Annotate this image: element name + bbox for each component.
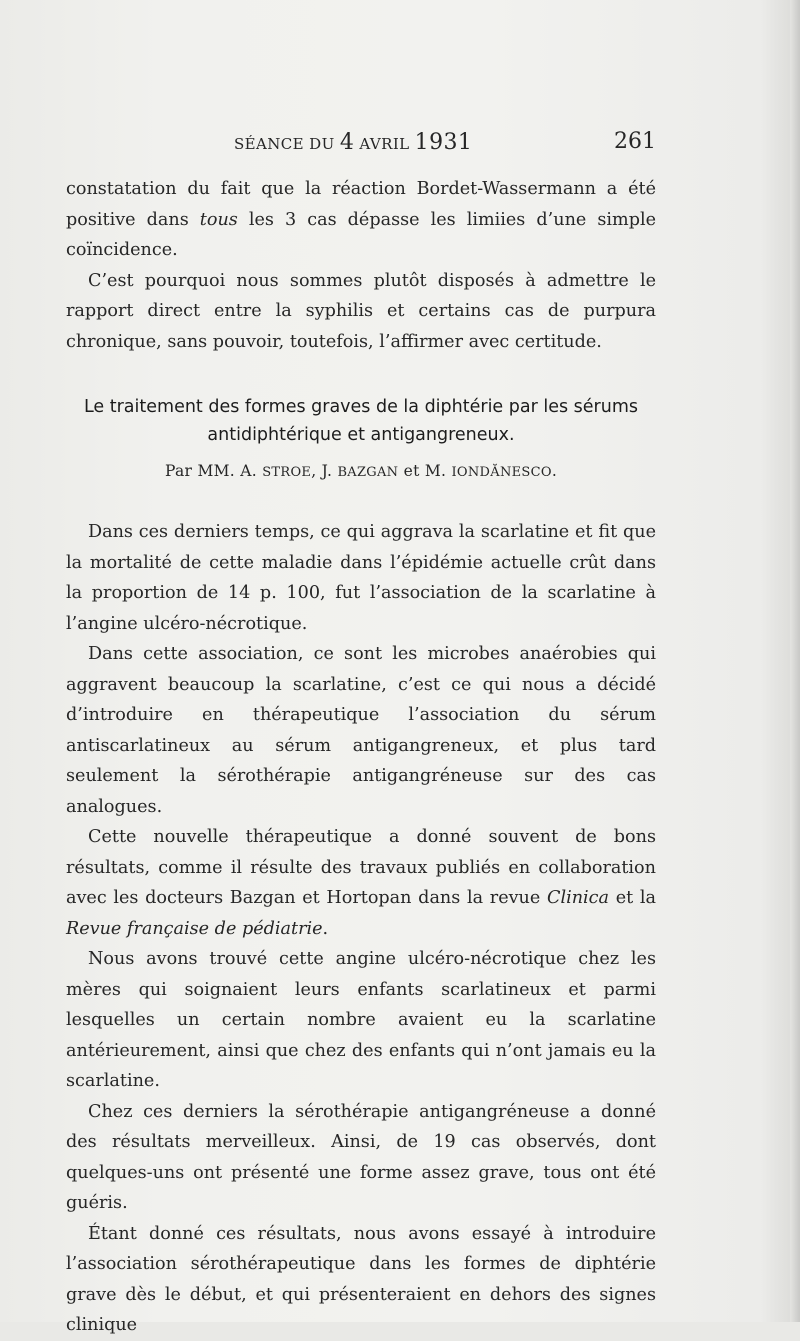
running-title-day: 4	[339, 130, 355, 155]
intro-text	[66, 174, 656, 357]
article-authors	[66, 462, 656, 480]
article-title-line-1: Le traitement des formes graves de la diphtérie par les sérums	[83, 397, 638, 417]
authors-separator-2: et M.	[398, 462, 452, 480]
running-title-seance: SÉANCE DU	[234, 135, 340, 153]
authors-suffix: .	[551, 462, 558, 480]
page-number: 261	[614, 129, 656, 154]
running-title-month: AVRIL	[354, 135, 415, 153]
authors-separator-1: , J.	[311, 462, 338, 480]
author-stroe: STROE	[262, 465, 312, 480]
running-title	[234, 130, 472, 155]
author-iondanesco: IONDĂNESCO	[451, 465, 552, 480]
intro-paragraph-2: C’est pourquoi nous sommes plutôt disposés à admettre le rapport direct entre la syphilis et certains cas de purpura chronique, sans pouvoir, toutefois, l’affirmer avec certitude.	[66, 270, 656, 352]
author-bazgan: BAZGAN	[337, 465, 399, 480]
emphasis-tous: tous	[199, 209, 238, 230]
body-paragraph-4: Nous avons trouvé cette angine ulcéro-nécrotique chez les mères qui soignaient leurs enfants scarlatineux et parmi lesquelles un certain nombre avaient eu la scarlatine antérieurement, ainsi que chez des enfants qui n’ont jamais eu la scarlatine.	[66, 949, 656, 1091]
journal-clinica: Clinica	[546, 888, 610, 908]
body-paragraph-1: Dans ces derniers temps, ce qui aggrava la scarlatine et fit que la mortalité de cette maladie dans l’épidémie actuelle crût dans la proportion de 14 p. 100, fut l’association de la scarlatine à l’angine ulcéro-nécrotique.	[66, 522, 656, 634]
authors-prefix: Par MM. A.	[164, 462, 263, 480]
journal-revue-francaise: Revue française de pédiatrie	[66, 918, 323, 939]
body-paragraph-6: Étant donné ces résultats, nous avons essayé à introduire l’association sérothérapeutique dans les formes de diphtérie grave dès le début, et qui présenteraient en dehors des signes clinique	[66, 1223, 656, 1335]
article-title-line-2: antidiphtérique et antigangreneux.	[207, 425, 515, 445]
running-title-year: 1931	[414, 130, 473, 155]
article-title	[66, 393, 656, 449]
page-header	[66, 128, 656, 162]
article-body	[66, 517, 656, 1341]
body-paragraph-2: Dans cette association, ce sont les microbes anaérobies qui aggravent beaucoup la scarlatine, c’est ce qui nous a décidé d’introduire en thérapeutique l’association du sérum antiscarlatineux au sérum antigangreneux, et plus tard seulement la sérothérapie antigangréneuse sur des cas analogues.	[66, 644, 656, 817]
body-paragraph-3: Cette nouvelle thérapeutique a donné souvent de bons résultats, comme il résulte des travaux publiés en collaboration avec les docteurs Bazgan et Hortopan dans la revue Clinica et la Revue française de pédiatrie.	[66, 827, 656, 939]
page-edge-shadow	[790, 0, 800, 1322]
body-paragraph-5: Chez ces derniers la sérothérapie antigangréneuse a donné des résultats merveilleux. Ainsi, de 19 cas observés, dont quelques-uns ont présenté une forme assez grave, tous ont été guéris.	[66, 1101, 656, 1213]
intro-paragraph-1: constatation du fait que la réaction Bordet-Wassermann a été positive dans tous les 3 cas dépasse les limiies d’une simple coïncidence.	[66, 179, 656, 260]
